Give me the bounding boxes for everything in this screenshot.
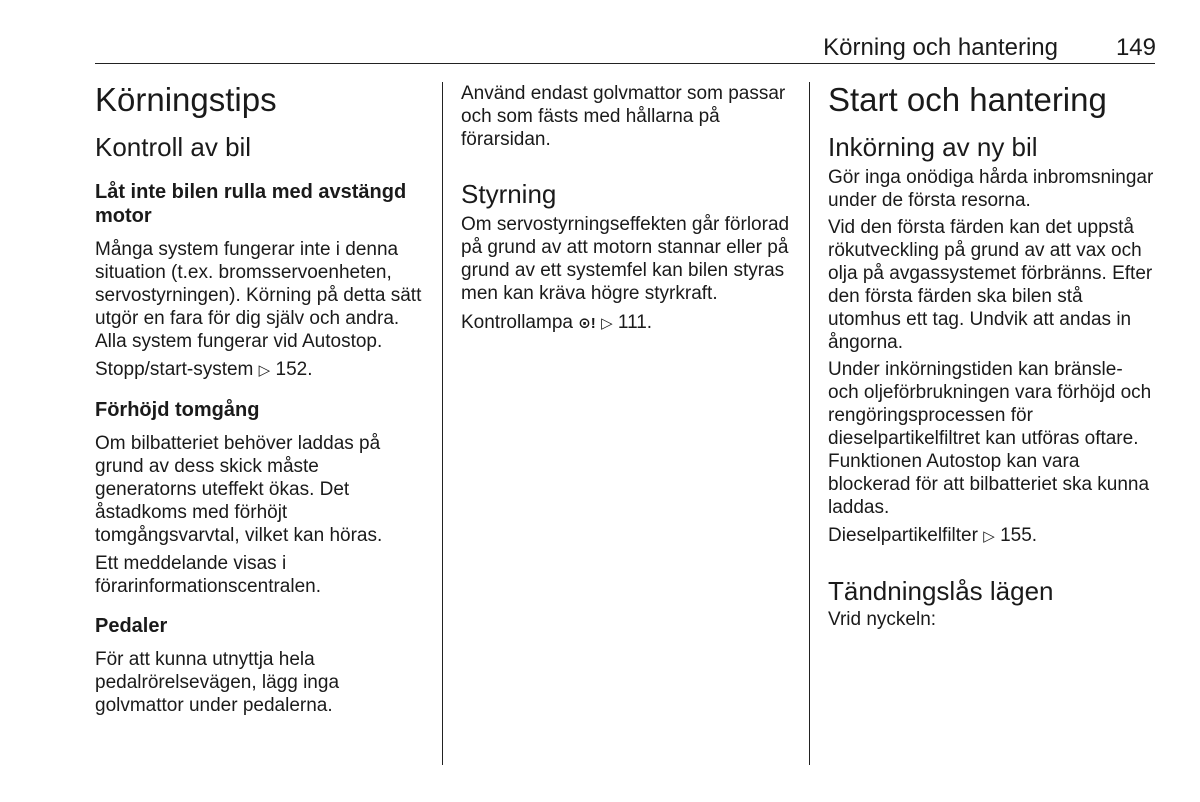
page-reference-arrow-icon: ▷ — [258, 361, 271, 379]
paragraph-inkorning-2: Vid den första färden kan det uppstå rökutveckling på grund av att vax och olja på avgassystemet förbränns. Efter den första färden ska bilen stå utomhus ett tag. Undvik att andas in ångorna. — [828, 217, 1153, 353]
column-divider-right — [809, 82, 810, 765]
reference-diesel — [828, 524, 1158, 548]
reference-label: Stopp/start-system — [95, 359, 254, 380]
paragraph-styrning: Om servostyrningseffekten går förlorad på grund av att motorn stannar eller på grund av ett systemfel kan bilen styras men kan kräva högre styrkraft. — [461, 214, 790, 304]
column-middle — [461, 82, 796, 335]
section-title-start: Start och hantering — [828, 81, 1107, 118]
paragraph-inkorning-3: Under inkörningstiden kan bränsle- och oljeförbrukningen vara förhöjd och rengöringsprocessen för dieselpartikelfiltret kan utföras oftare. Funktionen Autostop kan vara blockerad för att bilbatteriet ska kunna laddas. — [828, 359, 1152, 518]
column-divider-left — [442, 82, 443, 765]
steering-warning-icon: ⊙! — [578, 315, 596, 332]
heading-tomgang: Förhöjd tomgång — [95, 399, 260, 421]
page-header-title: Körning och hantering — [823, 34, 1058, 61]
paragraph-rulla: Många system fungerar inte i denna situation (t.ex. bromsservoenheten, servostyrningen). Körning på detta sätt utgör en fara för dig själv och andra. Alla system fungerar vid Autostop. — [95, 239, 422, 352]
section-title-korningstips: Körningstips — [95, 81, 277, 118]
reference-kontrollampa — [461, 311, 796, 335]
column-right — [828, 82, 1158, 631]
section-heading-styrning: Styrning — [461, 179, 557, 209]
column-left — [95, 82, 425, 717]
paragraph-inkorning-1: Gör inga onödiga hårda inbromsningar under de första resorna. — [828, 167, 1154, 211]
heading-rulla: Låt inte bilen rulla med avstängd motor — [95, 181, 407, 227]
subsection-title-kontroll: Kontroll av bil — [95, 132, 252, 162]
reference-stopp — [95, 358, 425, 382]
reference-page: 152. — [275, 359, 313, 380]
subsection-title-inkorning: Inkörning av ny bil — [828, 132, 1038, 162]
reference-page: 111. — [617, 312, 653, 333]
paragraph-tomgang-2: Ett meddelande visas i förarinformationscentralen. — [95, 553, 321, 597]
section-heading-tandning: Tändningslås lägen — [828, 576, 1054, 606]
reference-label: Kontrollampa — [461, 312, 573, 333]
page-reference-arrow-icon: ▷ — [601, 314, 613, 332]
page-number: 149 — [1115, 34, 1156, 61]
reference-page: 155. — [1000, 525, 1038, 546]
paragraph-tandning: Vrid nyckeln: — [828, 609, 937, 630]
header-divider — [95, 63, 1155, 64]
paragraph-golvmattor: Använd endast golvmattor som passar och som fästs med hållarna på förarsidan. — [461, 83, 786, 150]
paragraph-tomgang-1: Om bilbatteriet behöver laddas på grund av dess skick måste generatorns uteffekt ökas. Det åstadkoms med förhöjt tomgångsvarvtal, vilket kan höras. — [95, 433, 383, 546]
reference-label: Dieselpartikelfilter — [828, 525, 978, 546]
paragraph-pedaler: För att kunna utnyttja hela pedalrörelsevägen, lägg inga golvmattor under pedalerna. — [95, 649, 340, 716]
page-reference-arrow-icon: ▷ — [983, 527, 995, 545]
heading-pedaler: Pedaler — [95, 615, 168, 637]
